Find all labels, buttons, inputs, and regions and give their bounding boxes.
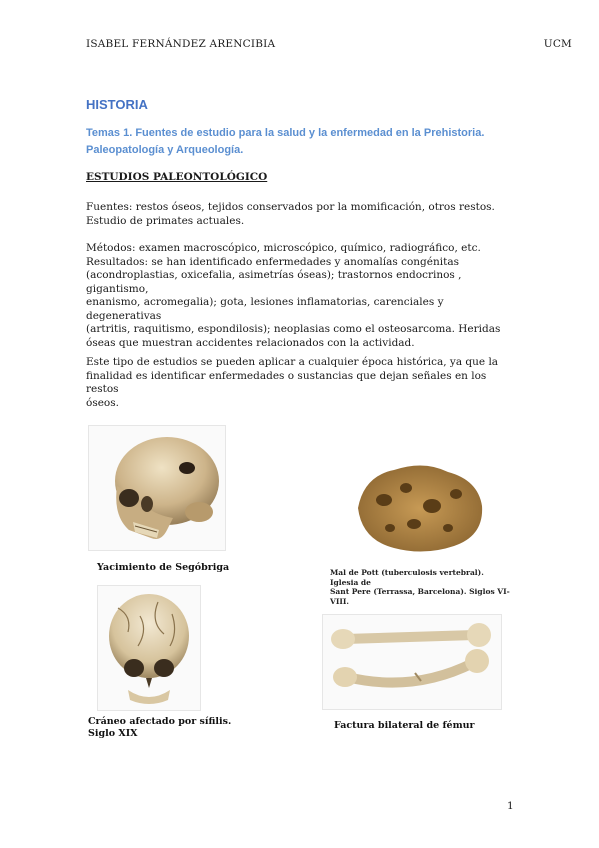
syphilis-skull-image [97, 585, 201, 711]
paragraph-application [86, 356, 516, 410]
femur-fracture-caption: Factura bilateral de fémur [334, 720, 475, 731]
text-line: enanismo, acromegalia); gota, lesiones inflamatorias, carenciales y degenerativas [86, 296, 444, 322]
femur-fracture-image [322, 614, 502, 710]
subtitle-line: Paleopatología y Arqueología. [86, 144, 244, 156]
text-line: óseos. [86, 396, 119, 409]
caption-line: Mal de Pott (tuberculosis vertebral). Iglesia de [330, 568, 484, 587]
syphilis-skull-caption [88, 716, 231, 739]
text-line: Fuentes: restos óseos, tejidos conservados por la momificación, otros restos. [86, 201, 495, 213]
subtitle-line: Temas 1. Fuentes de estudio para la salud y la enfermedad en la Prehistoria. [86, 127, 485, 139]
header-institution: UCM [543, 38, 572, 50]
text-line: (acondroplastias, oxicefalia, asimetrías óseas); trastornos endocrinos , gigantismo, [86, 269, 462, 295]
section-heading: ESTUDIOS PALEONTOLÓGICO [86, 171, 268, 183]
text-line: Resultados: se han identificado enfermedades y anomalías congénitas [86, 255, 459, 268]
caption-line: Sant Pere (Terrassa, Barcelona). Siglos VI-VIII. [330, 587, 510, 606]
caption-line: Siglo XIX [88, 727, 138, 739]
header-author: ISABEL FERNÁNDEZ ARENCIBIA [86, 38, 276, 50]
text-line: Estudio de primates actuales. [86, 214, 245, 227]
document-subtitle [86, 125, 526, 159]
text-line: Este tipo de estudios se pueden aplicar a cualquier época histórica, ya que la [86, 356, 499, 368]
page-number: 1 [507, 800, 514, 812]
pott-vertebra-image [344, 450, 492, 562]
caption-line: Cráneo afectado por sífilis. [88, 716, 232, 727]
text-line: Métodos: examen macroscópico, microscópico, químico, radiográfico, etc. [86, 242, 481, 254]
skull-segobriga-caption: Yacimiento de Segóbriga [97, 562, 230, 573]
pott-vertebra-caption [330, 568, 510, 606]
document-title: HISTORIA [86, 97, 148, 112]
paragraph-methods [86, 242, 516, 350]
skull-segobriga-image [88, 425, 226, 551]
text-line: óseas que muestran accidentes relacionados con la actividad. [86, 336, 415, 349]
text-line: finalidad es identificar enfermedades o sustancias que dejan señales en los restos [86, 369, 487, 395]
text-line: (artritis, raquitismo, espondilosis); neoplasias como el osteosarcoma. Heridas [86, 323, 501, 335]
paragraph-sources [86, 201, 516, 228]
